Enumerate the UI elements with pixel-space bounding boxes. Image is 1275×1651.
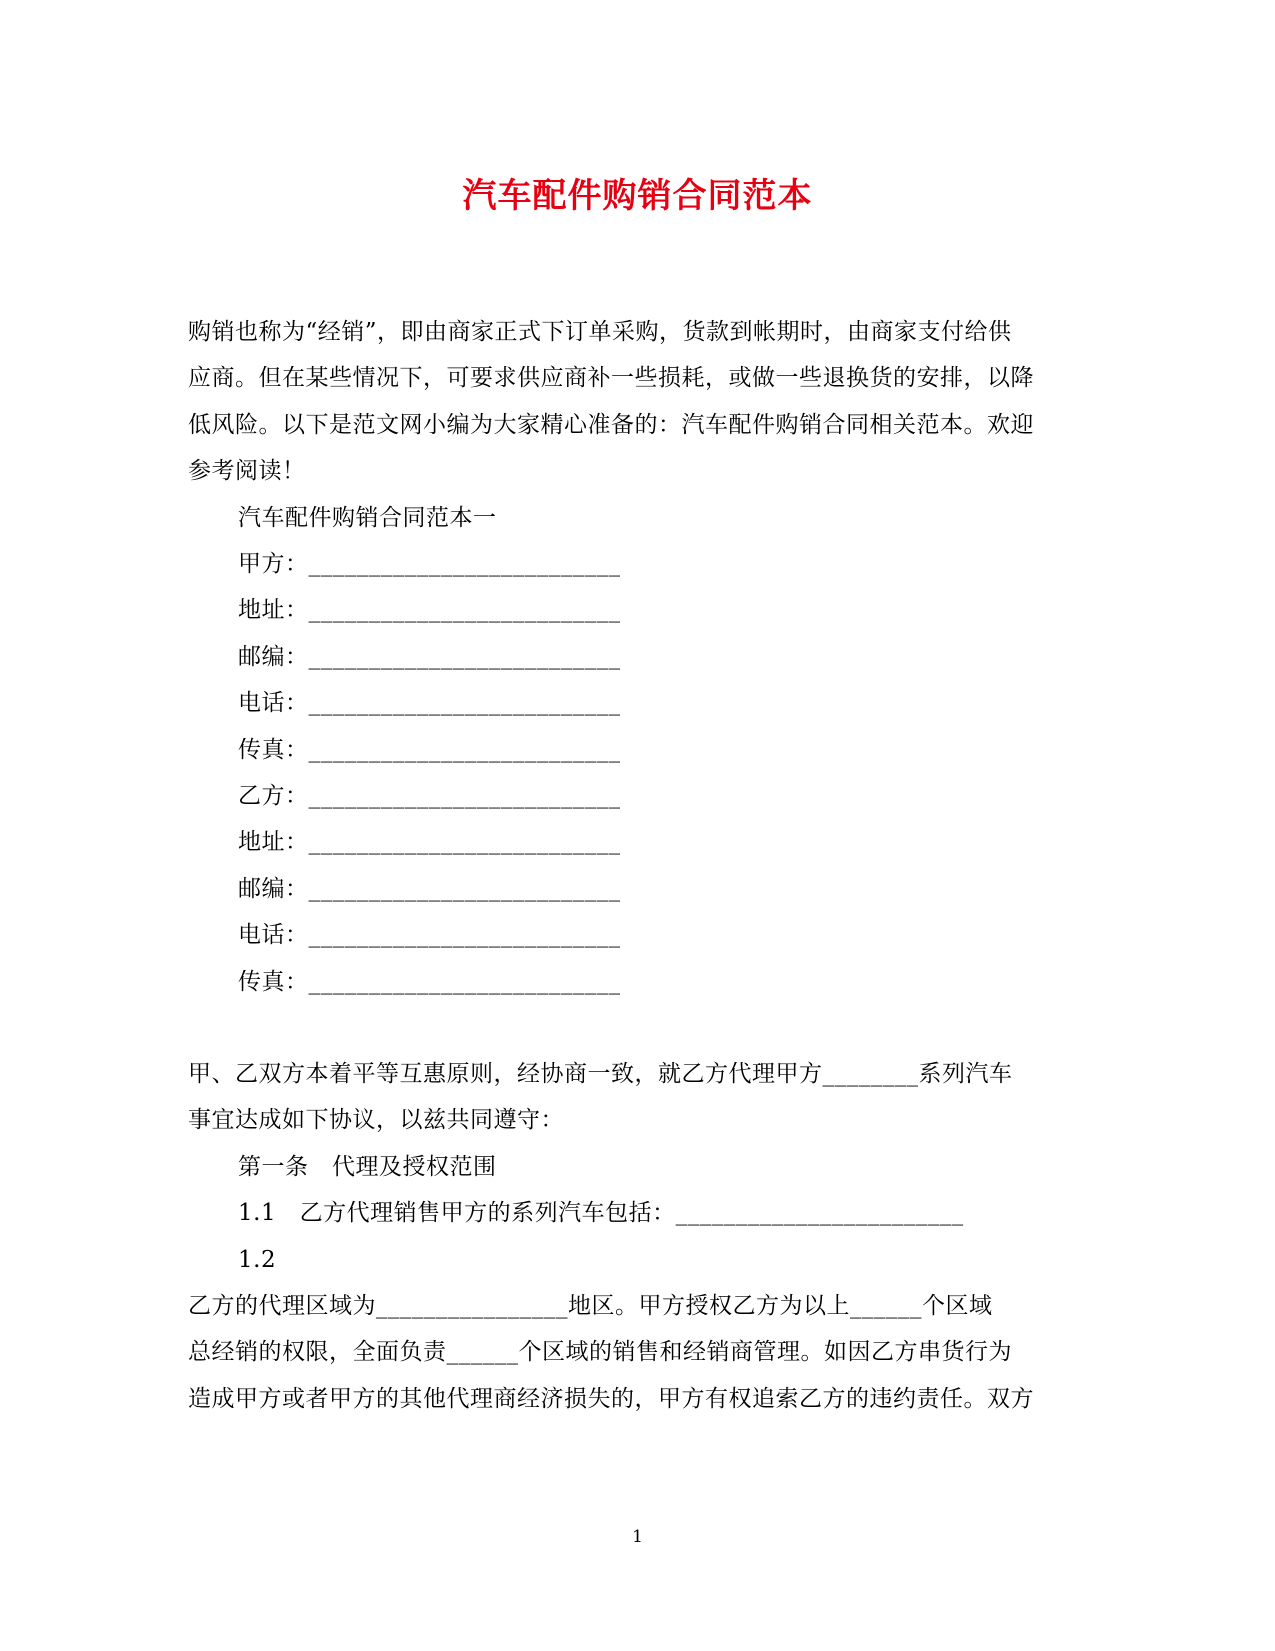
field-phone-a: 电话：__________________________ xyxy=(238,690,621,716)
agreement-line: 事宜达成如下协议，以兹共同遵守： xyxy=(188,1107,564,1133)
field-fax-a: 传真：__________________________ xyxy=(238,737,621,763)
document-title: 汽车配件购销合同范本 xyxy=(462,176,813,216)
field-party-a: 甲方：__________________________ xyxy=(238,551,621,577)
intro-line: 购销也称为“经销”，即由商家正式下订单采购，货款到帐期时，由商家支付给供 xyxy=(188,319,1012,345)
page-number: 1 xyxy=(632,1527,643,1547)
agreement-line: 甲、乙双方本着平等互惠原则，经协商一致，就乙方代理甲方________系列汽车 xyxy=(188,1061,1013,1087)
clause-body-line: 乙方的代理区域为________________地区。甲方授权乙方为以上______个区域 xyxy=(188,1293,993,1319)
section-title: 汽车配件购销合同范本一 xyxy=(238,505,497,531)
intro-line: 应商。但在某些情况下，可要求供应商补一些损耗，或做一些退换货的安排，以降 xyxy=(188,365,1034,391)
clause-1-2: 1.2 xyxy=(238,1247,277,1273)
field-phone-b: 电话：__________________________ xyxy=(238,922,621,948)
field-address-b: 地址：__________________________ xyxy=(238,829,621,855)
intro-line: 参考阅读！ xyxy=(188,458,306,484)
article-title: 第一条 代理及授权范围 xyxy=(238,1154,497,1180)
field-postcode-b: 邮编：__________________________ xyxy=(238,876,621,902)
field-address-a: 地址：__________________________ xyxy=(238,597,621,623)
clause-1-1: 1.1 乙方代理销售甲方的系列汽车包括：________________________ xyxy=(238,1200,964,1226)
clause-body-line: 总经销的权限，全面负责______个区域的销售和经销商管理。如因乙方串货行为 xyxy=(188,1339,1012,1365)
clause-body-line: 造成甲方或者甲方的其他代理商经济损失的，甲方有权追索乙方的违约责任。双方 xyxy=(188,1386,1034,1412)
field-postcode-a: 邮编：__________________________ xyxy=(238,644,621,670)
field-party-b: 乙方：__________________________ xyxy=(238,783,621,809)
field-fax-b: 传真：__________________________ xyxy=(238,969,621,995)
intro-line: 低风险。以下是范文网小编为大家精心准备的：汽车配件购销合同相关范本。欢迎 xyxy=(188,412,1034,438)
